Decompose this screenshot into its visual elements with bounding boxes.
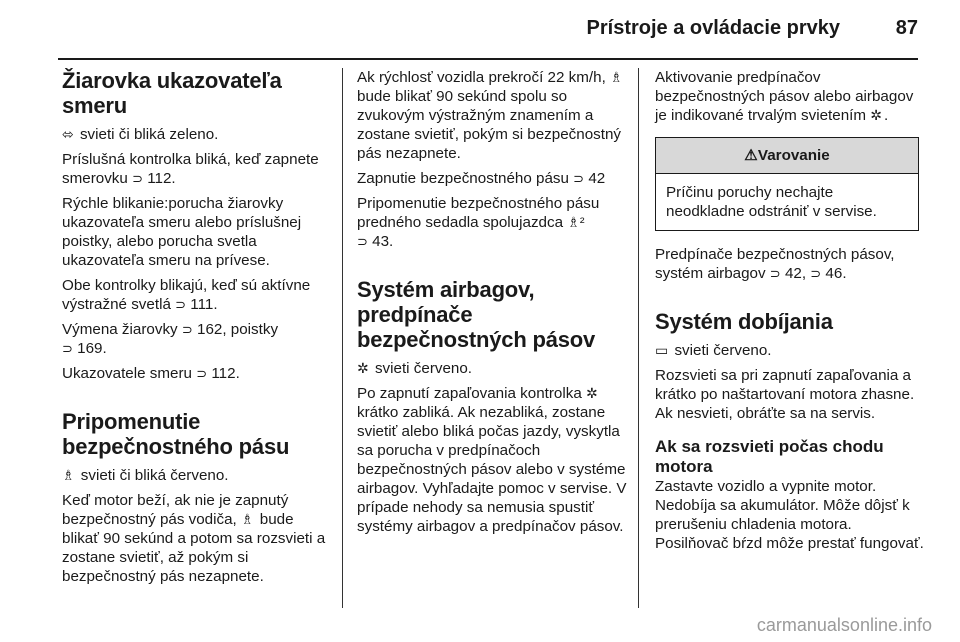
warning-box [655, 137, 919, 231]
page-number: 87 [895, 17, 918, 39]
page-ref-icon: ⊃ [810, 266, 822, 281]
airbag-icon: ✲ [357, 360, 369, 376]
page-ref-icon: ⊃ [175, 297, 187, 312]
paragraph: Príslušná kontrolka bliká, keď zapnete smerovku ⊃ 112. [62, 151, 319, 187]
section-title: Prístroje a ovládacie prvky [586, 17, 840, 39]
warning-triangle-icon: ⚠ [744, 147, 758, 164]
page-ref-icon: ⊃ [132, 171, 143, 186]
page-ref[interactable]: 43. [372, 233, 394, 250]
airbag-icon: ✲ [870, 107, 882, 123]
page-ref[interactable]: 42, [784, 265, 811, 282]
paragraph: Ukazovatele smeru ⊃ 112. [62, 365, 240, 382]
paragraph: Obe kontrolky blikajú, keď sú aktívne výstražné svetlá ⊃ 111. [62, 277, 311, 313]
page-ref-icon: ⊃ [573, 171, 585, 186]
column-1 [62, 68, 332, 592]
page-ref[interactable]: 112. [147, 170, 176, 187]
column-divider [638, 68, 639, 608]
passenger-seatbelt-icon: ♗² [567, 214, 585, 230]
paragraph: Zapnutie bezpečnostného pásu ⊃ 42 [357, 170, 606, 187]
seatbelt-icon: ♗ [610, 69, 623, 85]
paragraph: Ak rýchlosť vozidla prekročí 22 km/h, ♗ bude blikať 90 sekúnd spolu so zvukovým výstražným znamením a zostane svietiť, pokým si bezpečnostný pás nezapnete. [357, 69, 623, 162]
subheading-while-engine-running: Ak sa rozsvieti počas chodu motora [655, 437, 884, 476]
column-3 [655, 68, 925, 559]
page-ref[interactable]: 111. [190, 296, 218, 313]
airbag-icon: ✲ [586, 385, 598, 401]
page-ref[interactable]: 162, poistky [197, 321, 279, 338]
paragraph: ⬄ svieti či bliká zeleno. [62, 126, 219, 143]
page-ref-icon: ⊃ [769, 266, 781, 281]
heading-seatbelt-reminder: Pripomenutie bezpečnostného pásu [62, 409, 290, 459]
heading-airbag-system: Systém airbagov, predpínače bezpečnostných pásov [357, 277, 596, 352]
paragraph: ▭ svieti červeno. [655, 342, 772, 359]
paragraph: ♗ svieti či bliká červeno. [62, 467, 229, 484]
warning-header: ⚠Varovanie [656, 138, 918, 174]
page-ref-icon: ⊃ [62, 341, 73, 356]
page-ref[interactable]: 169. [77, 340, 107, 357]
warning-text: Príčinu poruchy nechajte neodkladne odstrániť v servise. [666, 184, 877, 220]
page-ref[interactable]: 42 [588, 170, 606, 187]
paragraph: Výmena žiarovky ⊃ 162, poistky ⊃ 169. [62, 321, 279, 357]
paragraph: Po zapnutí zapaľovania kontrolka ✲ krátko zabliká. Ak nezabliká, zostane svietiť alebo bliká počas jazdy, vyskytla sa porucha v predpínačoch bezpečnostných pásov alebo v systéme airbagov. Vyhľadajte pomoc v servise. V prípade nehody sa nemusia spustiť systémy airbagov a predpínačov pásov. [357, 385, 627, 535]
column-divider [342, 68, 343, 608]
page-ref[interactable]: 112. [211, 365, 240, 382]
paragraph: Pripomenutie bezpečnostného pásu predného sedadla spolujazdca ♗² ⊃ 43. [357, 195, 600, 250]
turn-signal-icon: ⬄ [62, 126, 74, 142]
paragraph: Aktivovanie predpínačov bezpečnostných pásov alebo airbagov je indikované trvalým svietením ✲ . [655, 69, 914, 124]
heading-charging-system: Systém dobíjania [655, 309, 833, 334]
seatbelt-icon: ♗ [241, 511, 254, 527]
header-divider [58, 58, 918, 60]
watermark: carmanualsonline.info [756, 615, 932, 635]
column-2 [357, 68, 627, 542]
paragraph: Rýchle blikanie:porucha žiarovky ukazovateľa smeru alebo príslušnej poistky, alebo porucha svetla ukazovateľa smeru na prívese. [62, 195, 302, 269]
page-ref-icon: ⊃ [196, 366, 208, 381]
page-ref-icon: ⊃ [357, 234, 368, 249]
paragraph: ✲ svieti červeno. [357, 360, 473, 377]
page-header [0, 0, 960, 50]
heading-turn-signal: Žiarovka ukazovateľa smeru [62, 68, 282, 118]
page-ref[interactable]: 46. [825, 265, 847, 282]
paragraph: Rozsvieti sa pri zapnutí zapaľovania a krátko po naštartovaní motora zhasne. Ak nesvieti, obráťte sa na servis. [655, 367, 915, 422]
paragraph: Keď motor beží, ak nie je zapnutý bezpečnostný pás vodiča, ♗ bude blikať 90 sekúnd a potom sa rozsvieti a zostane svietiť, až pokým si bezpečnostný pás nezapnete. [62, 492, 326, 585]
paragraph: Zastavte vozidlo a vypnite motor. Nedobíja sa akumulátor. Môže dôjsť k prerušeniu chladenia motora. Posilňovač bŕzd môže prestať fungovať. [655, 478, 924, 552]
seatbelt-icon: ♗ [62, 467, 75, 483]
page-ref-icon: ⊃ [181, 322, 193, 337]
battery-icon: ▭ [655, 342, 669, 358]
paragraph: Predpínače bezpečnostných pásov, systém airbagov ⊃ 42, ⊃ 46. [655, 246, 895, 282]
